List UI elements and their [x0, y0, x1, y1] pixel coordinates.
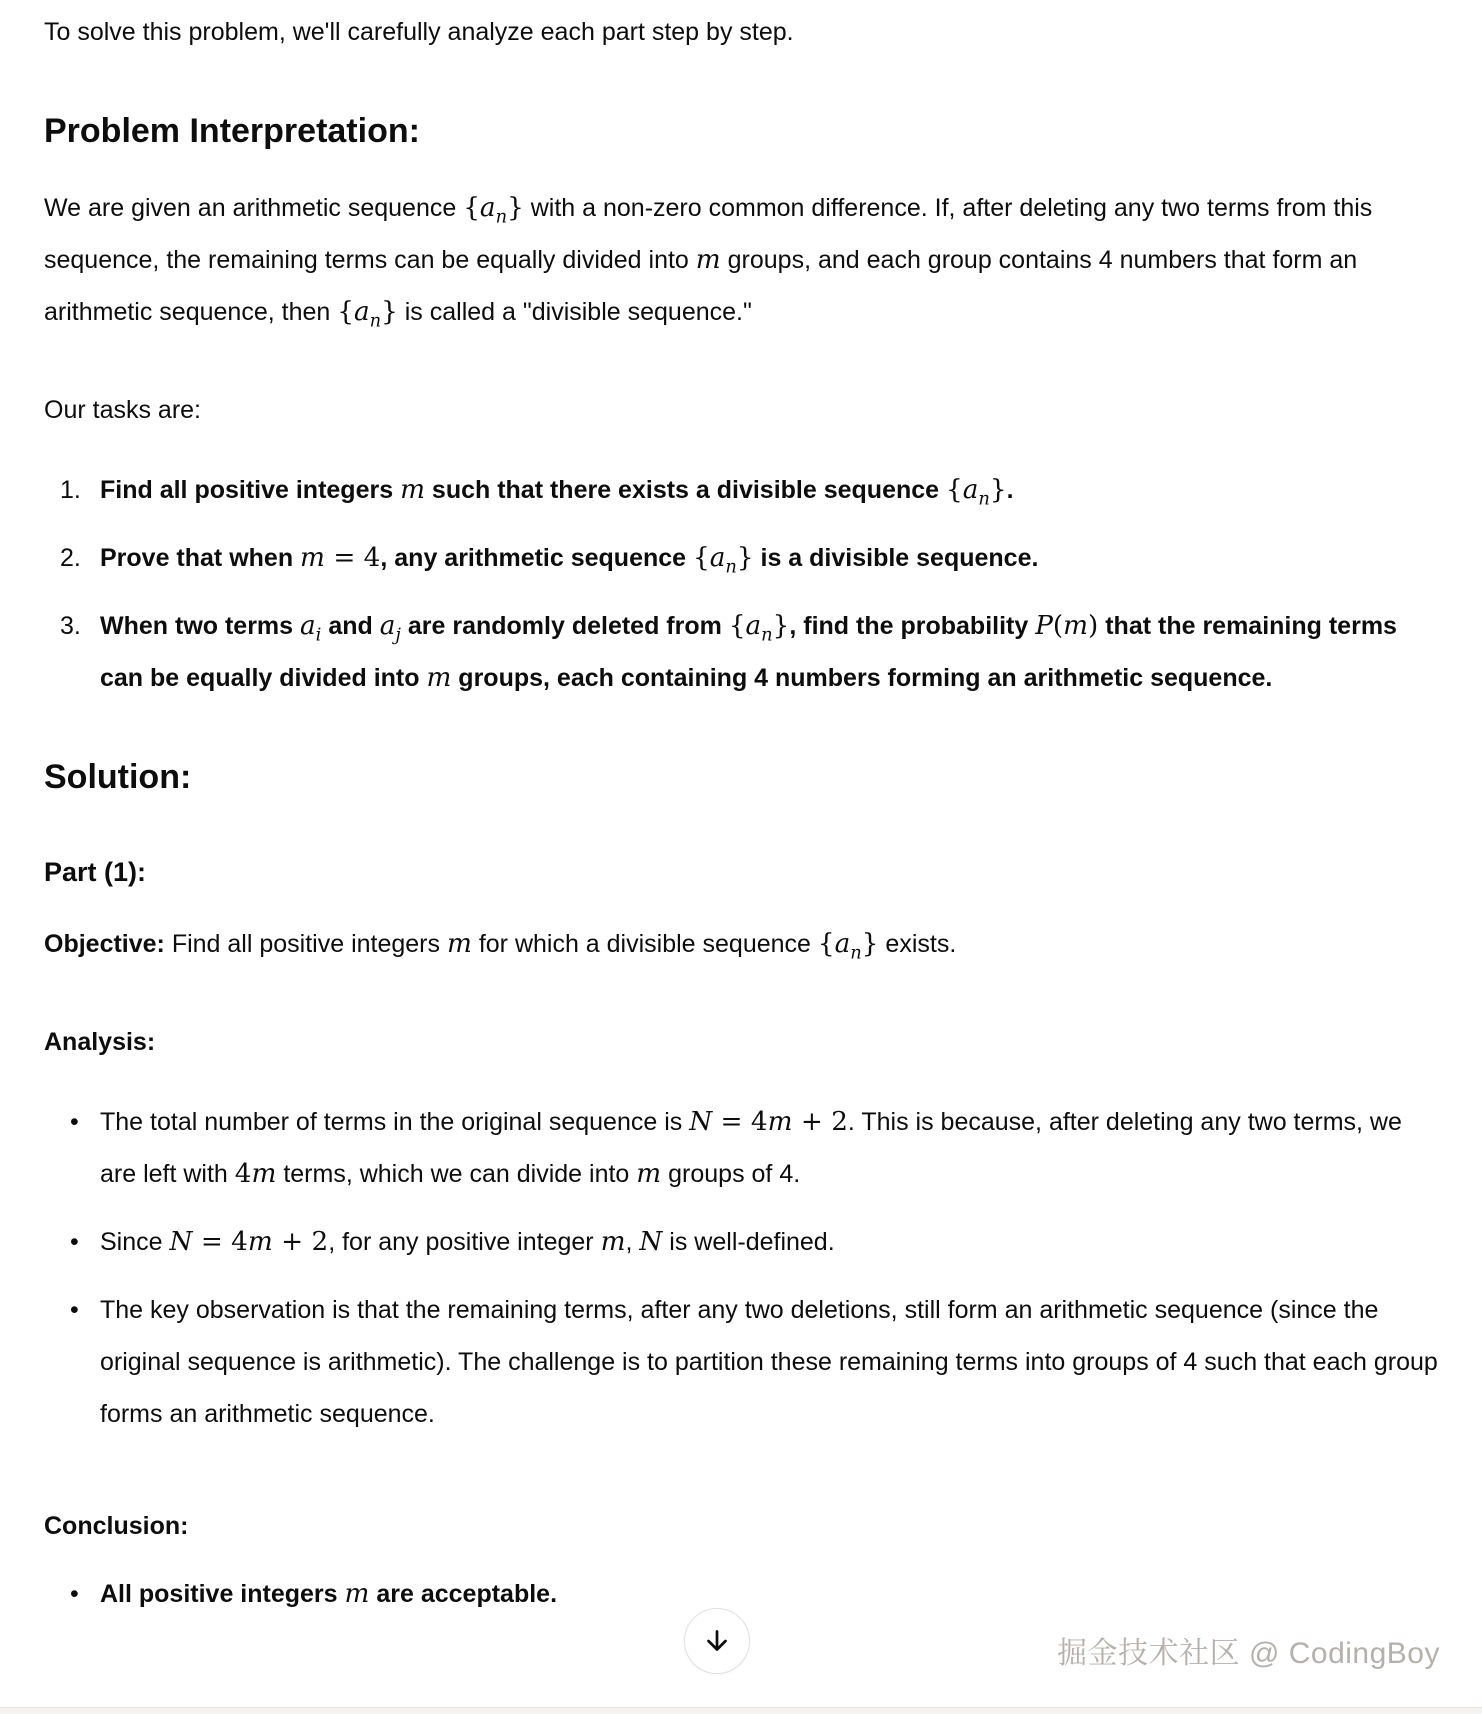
text-segment: such that there exists a divisible sequence — [424, 476, 947, 504]
inline-math: 4m — [234, 1159, 277, 1189]
text-segment: and — [321, 612, 380, 640]
list-item-text — [100, 1284, 1440, 1440]
text-segment: When two terms — [100, 612, 301, 640]
list-number-marker: 2. — [60, 544, 81, 572]
inline-math: N — [639, 1227, 663, 1257]
text-segment: that the remaining terms can be equally divided into — [100, 612, 1397, 692]
analysis-heading: Analysis: — [44, 1028, 156, 1056]
inline-math: N = 4m + 2 — [169, 1227, 329, 1257]
inline-math: $a_j$ — [379, 611, 401, 646]
text-segment: Objective: — [44, 930, 165, 958]
list-item-text — [100, 532, 1440, 584]
part1-heading: Part (1): — [44, 857, 147, 887]
text-segment: We are given an arithmetic sequence — [44, 194, 464, 222]
text-segment: All positive integers — [100, 1580, 345, 1608]
text-segment: groups of 4. — [661, 1160, 801, 1188]
text-segment: terms, which we can divide into — [276, 1160, 637, 1188]
conclusion-heading: Conclusion: — [44, 1512, 189, 1540]
list-item-text — [100, 1568, 1440, 1620]
analysis-bullet-item — [44, 1216, 1440, 1268]
watermark: 掘金技术社区 @ CodingBoy — [1057, 1637, 1440, 1670]
tasks-intro-paragraph: Our tasks are: — [44, 396, 201, 424]
task-item — [44, 464, 1440, 516]
problem-interpretation-heading: Problem Interpretation: — [44, 112, 420, 150]
inline-math: $\{a_n\}$ — [817, 929, 879, 964]
list-item-text — [100, 1216, 1440, 1268]
list-bullet-marker: • — [70, 1228, 79, 1256]
bottom-divider — [0, 1707, 1482, 1714]
text-segment: are acceptable. — [369, 1580, 558, 1608]
text-segment: Find all positive integers — [100, 476, 401, 504]
text-segment: for which a divisible sequence — [471, 930, 818, 958]
text-segment: groups, and each group contains 4 numbers that form an arithmetic sequence, then — [44, 246, 1358, 326]
solution-heading: Solution: — [44, 758, 192, 796]
inline-math: N = 4m + 2 — [689, 1107, 848, 1137]
inline-math: m — [344, 1579, 370, 1609]
text-segment: is well-defined. — [662, 1228, 835, 1256]
text-segment: Prove that when — [100, 544, 301, 572]
text-segment: The total number of terms in the original sequence is — [100, 1108, 690, 1136]
list-bullet-marker: • — [70, 1580, 79, 1608]
conclusion-bullet-list — [44, 1568, 1440, 1620]
text-segment: with a non-zero common difference. If, after deleting any two terms from this sequence, the remaining terms can be equally divided into — [44, 194, 1373, 274]
inline-math: m = 4 — [300, 543, 381, 573]
text-segment: is called a "divisible sequence." — [397, 298, 752, 326]
text-segment: , for any positive integer — [328, 1228, 601, 1256]
scroll-to-bottom-button[interactable] — [684, 1608, 750, 1674]
list-number-marker: 1. — [60, 476, 81, 504]
text-segment: , any arithmetic sequence — [380, 544, 693, 572]
tasks-list — [44, 464, 1440, 704]
text-segment: is a divisible sequence. — [753, 544, 1039, 572]
conclusion-bullet-item — [44, 1568, 1440, 1620]
text-segment: are randomly deleted from — [400, 612, 729, 640]
analysis-bullet-item — [44, 1284, 1440, 1440]
text-segment: , — [625, 1228, 640, 1256]
inline-math: $\{a_n\}$ — [463, 193, 524, 228]
inline-math: $\{a_n\}$ — [693, 543, 754, 578]
inline-math: $\{a_n\}$ — [337, 297, 398, 332]
inline-math: m — [426, 663, 452, 693]
inline-math: m — [600, 1227, 626, 1257]
inline-math: m — [446, 929, 472, 959]
inline-math: m — [636, 1159, 662, 1189]
inline-math: P(m) — [1035, 611, 1099, 641]
text-segment: . This is because, after deleting any two terms, we are left with — [100, 1108, 1402, 1188]
inline-math: $a_i$ — [300, 611, 322, 646]
inline-math: $\{a_n\}$ — [946, 475, 1007, 510]
inline-math: $\{a_n\}$ — [728, 611, 790, 646]
text-segment: exists. — [878, 930, 957, 958]
text-segment: , find the probability — [789, 612, 1036, 640]
analysis-bullet-list — [44, 1096, 1440, 1440]
task-item — [44, 532, 1440, 584]
list-item-text — [100, 600, 1440, 704]
list-number-marker: 3. — [60, 612, 81, 640]
down-arrow-icon — [701, 1625, 733, 1657]
inline-math: m — [400, 475, 425, 505]
text-segment: Since — [100, 1228, 170, 1256]
list-item-text — [100, 464, 1440, 516]
inline-math: m — [695, 245, 721, 275]
list-bullet-marker: • — [70, 1296, 79, 1324]
text-segment: groups, each containing 4 numbers forming an arithmetic sequence. — [451, 664, 1273, 692]
task-item — [44, 600, 1440, 704]
text-segment: . — [1006, 476, 1014, 504]
objective-paragraph — [44, 918, 1440, 970]
text-segment: Find all positive integers — [164, 930, 447, 958]
intro-paragraph: To solve this problem, we'll carefully analyze each part step by step. — [44, 18, 794, 46]
list-item-text — [100, 1096, 1440, 1200]
list-bullet-marker: • — [70, 1108, 79, 1136]
text-segment: The key observation is that the remaining terms, after any two deletions, still form an arithmetic sequence (since the original sequence is arithmetic). The challenge is to partition these remaining terms into groups of 4 such that each group forms an arithmetic sequence. — [100, 1296, 1438, 1428]
analysis-bullet-item — [44, 1096, 1440, 1200]
problem-statement-paragraph — [44, 182, 1440, 338]
